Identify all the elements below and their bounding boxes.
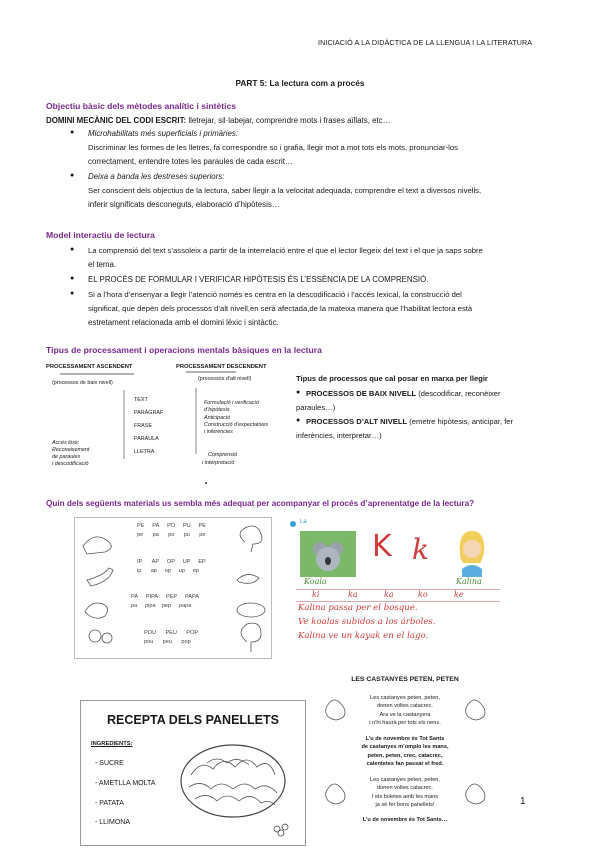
syllable-row: pa pipa pep papa [131, 603, 192, 609]
poem-line: L’u de novembre és Tot Sants… [362, 817, 448, 823]
diagram-desc-sub: (processos d’alt nivell) [198, 376, 252, 382]
diagram-op: Accés lèxic [52, 440, 79, 446]
diagram-op: Formulació i verificació [204, 400, 259, 406]
bullet-dot: ● [296, 417, 301, 424]
syllable-row: POU PEU POP [144, 630, 199, 636]
diagram-op: Reconeixement [52, 447, 90, 453]
big-k-uppercase: K [372, 529, 392, 564]
poem-line: Les castanyes peten, peten, [370, 695, 440, 701]
domini-text: lletrejar, sil·labejar, comprendre mots i frases aïllats, etc… [186, 116, 391, 125]
syllable-row: PE PA PO PU PE [137, 523, 206, 529]
kalina-image [454, 529, 490, 577]
low-level-text: (descodificar, reconèixer [416, 389, 501, 398]
low-level-line2: paraules…) [296, 403, 336, 412]
question-heading: Quin dels següents materials us sembla més adequat per acompanyar el procés d’aprenentatge de la lectura? [46, 499, 475, 508]
bullet1-title: Microhabilitats més superficials i primàries: [88, 129, 238, 138]
page-title: PART 5: La lectura com a procés [235, 78, 365, 88]
letter-k-worksheet [288, 519, 508, 659]
diagram-desc-title: PROCESSAMENT DESCENDENT [176, 364, 267, 370]
process-types-title: Tipus de processos que cal posar en marxa per llegir [296, 374, 488, 383]
diagram-op: i descodificació [52, 461, 89, 467]
syllable-row: pou peu pop [144, 639, 191, 645]
model-b3-line2: significat, que depèn dels processos d’alt nivell,en serà afectada,de la mateixa manera que l’habilitat lectora està [88, 304, 473, 313]
bullet2-line1: Ser conscient dels objectius de la lectura, saber llegir a la velocitat adequada, comprendre el text a diversos nivells, [88, 186, 482, 195]
poem-line: i n’hi haurà per tots els nens. [369, 720, 441, 726]
koala-label: Koala [304, 577, 327, 586]
bullet1-line1: Discriminar les formes de les lletres, fa correspondre so i grafia, llegir mot a mot tots els mots, pronunciar-los [88, 143, 458, 152]
diagram-level: PARÀGRAF [134, 410, 164, 416]
model-b1-line1: La comprensió del text s’assoleix a partir de la interrelació entre el que el lector llegeix del text i el que ja saps sobre [88, 246, 483, 255]
poem-line: Ara ve la castanyera [379, 712, 431, 718]
diagram-op: d’hipòtesis [204, 407, 230, 413]
poem-line: peten, peten, crec, catacrec, [367, 753, 443, 759]
bullet-dot: ● [70, 129, 75, 136]
bullet-dot: ● [70, 246, 75, 253]
k-sentence: Ve koalas subidos a los árboles. [298, 617, 436, 627]
ingredient-item: - AMETLLA MOLTA [95, 780, 156, 787]
diagram-asc-title: PROCESSAMENT ASCENDENT [46, 364, 133, 370]
diagram-level: LLETRA [134, 449, 155, 455]
ingredient-item: - LLIMONA [95, 819, 131, 826]
model-b3-line1: Si a l’hora d’ensenyar a llegir l’atenció només es centra en la descodificació i l’accés lexical, la construcció del [88, 290, 462, 299]
syllable-worksheet [74, 517, 272, 659]
page-number: 1 [520, 796, 526, 807]
diagram-level: FRASE [134, 423, 152, 429]
diagram-op: Anticipació [204, 415, 231, 421]
diagram-level: TEXT [134, 397, 148, 403]
diagram-asc-sub: (processos de baix nivell) [52, 380, 113, 386]
syllable-row: IP AP OP UP EP [137, 559, 206, 565]
poem-line: ja sé fer bons panellets! [375, 802, 435, 808]
bullet-icon [290, 521, 296, 527]
model-b3-line3: estretament relacionada amb el domini lèxic i sintàctic. [88, 318, 279, 327]
k-sentence: Kalina ve un kayak en el lago. [298, 631, 429, 641]
big-k-lowercase: k [412, 533, 429, 566]
poem-line: I els boletes amb les mans [371, 794, 439, 800]
processing-diagram [46, 364, 286, 484]
girl-icon [454, 529, 490, 577]
poem-card [320, 676, 490, 846]
poem-line: donen voltes catacrec. [377, 703, 433, 709]
ingredients-label: INGREDIENTS: [91, 741, 133, 747]
model-b2: EL PROCÉS DE FORMULAR I VERIFICAR HIPÒTESIS ÉS L’ESSÈNCIA DE LA COMPRENSIÓ. [88, 275, 429, 284]
bullet-dot: ● [70, 290, 75, 297]
ingredient-item: - PATATA [95, 800, 124, 807]
bullet-dot: ● [296, 389, 301, 396]
bullet2-line2: inferir significats desconeguts, elaboració d’hipòtesis… [88, 200, 280, 209]
low-level-label: PROCESSOS DE BAIX NIVELL [306, 389, 417, 398]
syllable-row: ip ap op up ep [137, 568, 199, 574]
bullet-dot: ● [70, 172, 75, 179]
poem-title: LES CASTANYES PETEN, PETEN [351, 676, 459, 683]
diagram-level: PARAULA [134, 436, 159, 442]
poem-line: Les castanyes peten, peten, [370, 777, 440, 783]
section-heading-objectiu: Objectiu bàsic dels mètodes analític i sintètics [46, 101, 237, 111]
model-b1-line2: el tema. [88, 260, 117, 269]
recipe-card [80, 700, 306, 846]
diagram-op: i interpretació [202, 460, 235, 466]
poem-line: donen voltes catacrec. [377, 785, 433, 791]
section-heading-tipus: Tipus de processament i operacions mentals bàsiques en la lectura [46, 345, 322, 355]
high-level-label: PROCESSOS D’ALT NIVELL [306, 417, 408, 426]
domini-line [46, 114, 391, 128]
high-level-line2: inferències, interpretar…) [296, 431, 382, 440]
poem-line: L’u de novembre és Tot Sants [365, 736, 445, 742]
syllable-row: PA PIPA PEP PAPA [131, 594, 200, 600]
high-level-line [306, 415, 513, 429]
diagram-op: i inferències [204, 429, 233, 435]
poem-line: calentetes fan passar el fred. [366, 761, 444, 767]
bullet1-line2: correctament, entendre totes les paraules de cada escrit… [88, 157, 293, 166]
syllable-row: pe pa po pu pe [137, 532, 206, 538]
k-sentence: Kalina passa per el bosque. [298, 603, 418, 613]
worksheet-drawings [75, 518, 271, 658]
k-syllables-row: ki ka ka ko ke [296, 589, 500, 602]
panellets-drawing [177, 739, 297, 839]
domini-label: DOMINI MECÀNIC DEL CODI ESCRIT: [46, 116, 187, 125]
diagram-op: Comprensió [208, 452, 238, 458]
recipe-title: RECEPTA DELS PANELLETS [106, 713, 279, 727]
koala-image [300, 531, 356, 577]
section-heading-model: Model interactiu de lectura [46, 230, 155, 240]
koala-icon [300, 531, 356, 577]
bullet2-title: Deixa a banda les destreses superiors: [88, 172, 225, 181]
running-header: INICIACIÓ A LA DIDÀCTICA DE LA LLENGUA I LA LITERATURA [318, 38, 533, 47]
kalina-label: Kalina [456, 577, 482, 586]
poem-line: de castanyes m’omplo les mans, [361, 744, 449, 750]
letter-label: La [300, 519, 307, 525]
low-level-line [306, 387, 501, 401]
bullet-dot: ● [70, 275, 75, 282]
ingredient-item: - SUCRE [95, 760, 124, 767]
diagram-op: de paraules [52, 454, 81, 460]
high-level-text: (emetre hipòtesis, anticipar, fer [407, 417, 514, 426]
diagram-op: Construcció d’expectatives [204, 422, 269, 428]
